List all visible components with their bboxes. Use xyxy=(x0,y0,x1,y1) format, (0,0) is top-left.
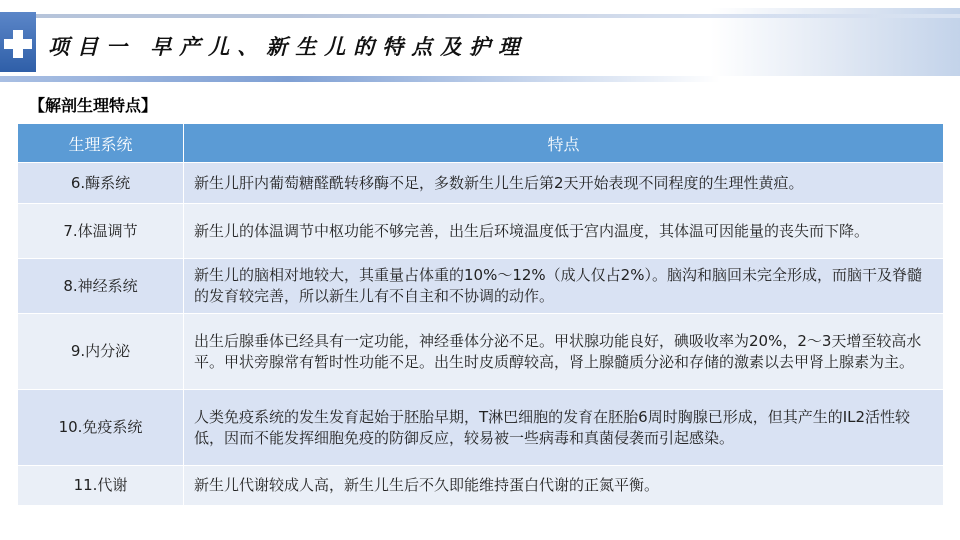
table-row xyxy=(18,466,944,506)
system-cell: 10.免疫系统 xyxy=(18,390,184,466)
table-row xyxy=(18,204,944,259)
system-cell: 7.体温调节 xyxy=(18,204,184,259)
feature-cell: 新生儿代谢较成人高，新生儿生后不久即能维持蛋白代谢的正氮平衡。 xyxy=(184,466,944,506)
column-header-system: 生理系统 xyxy=(18,124,184,163)
table-row xyxy=(18,390,944,466)
table-row xyxy=(18,259,944,314)
page-title: 项目一 早产儿、新生儿的特点及护理 xyxy=(48,35,528,59)
cross-horizontal-bar xyxy=(4,39,32,49)
system-cell: 9.内分泌 xyxy=(18,314,184,390)
feature-cell: 新生儿的脑相对地较大，其重量占体重的10%～12%（成人仅占2%）。脑沟和脑回未完全形成，而脑干及脊髓的发育较完善，所以新生儿有不自主和不协调的动作。 xyxy=(184,259,944,314)
system-cell: 6.酶系统 xyxy=(18,163,184,204)
medical-cross-icon xyxy=(0,12,36,72)
table-row xyxy=(18,163,944,204)
table-row xyxy=(18,314,944,390)
feature-cell: 出生后腺垂体已经具有一定功能，神经垂体分泌不足。甲状腺功能良好，碘吸收率为20%，2～3天增至较高水平。甲状旁腺常有暂时性功能不足。出生时皮质醇较高，肾上腺髓质分泌和存储的激素以去甲肾上腺素为主。 xyxy=(184,314,944,390)
system-cell: 8.神经系统 xyxy=(18,259,184,314)
section-label: 【解剖生理特点】 xyxy=(29,96,158,115)
column-header-feature: 特点 xyxy=(184,124,944,163)
system-cell: 11.代谢 xyxy=(18,466,184,506)
header-edge-line xyxy=(0,14,960,18)
table-header-row xyxy=(18,124,944,163)
feature-cell: 人类免疫系统的发生发育起始于胚胎早期，T淋巴细胞的发育在胚胎6周时胸腺已形成，但其产生的IL2活性较低，因而不能发挥细胞免疫的防御反应，较易被一些病毒和真菌侵袭而引起感染。 xyxy=(184,390,944,466)
feature-cell: 新生儿肝内葡萄糖醛酰转移酶不足，多数新生儿生后第2天开始表现不同程度的生理性黄疸。 xyxy=(184,163,944,204)
feature-cell: 新生儿的体温调节中枢功能不够完善，出生后环境温度低于宫内温度，其体温可因能量的丧失而下降。 xyxy=(184,204,944,259)
physiology-table xyxy=(17,123,944,506)
title-underline xyxy=(0,76,720,82)
